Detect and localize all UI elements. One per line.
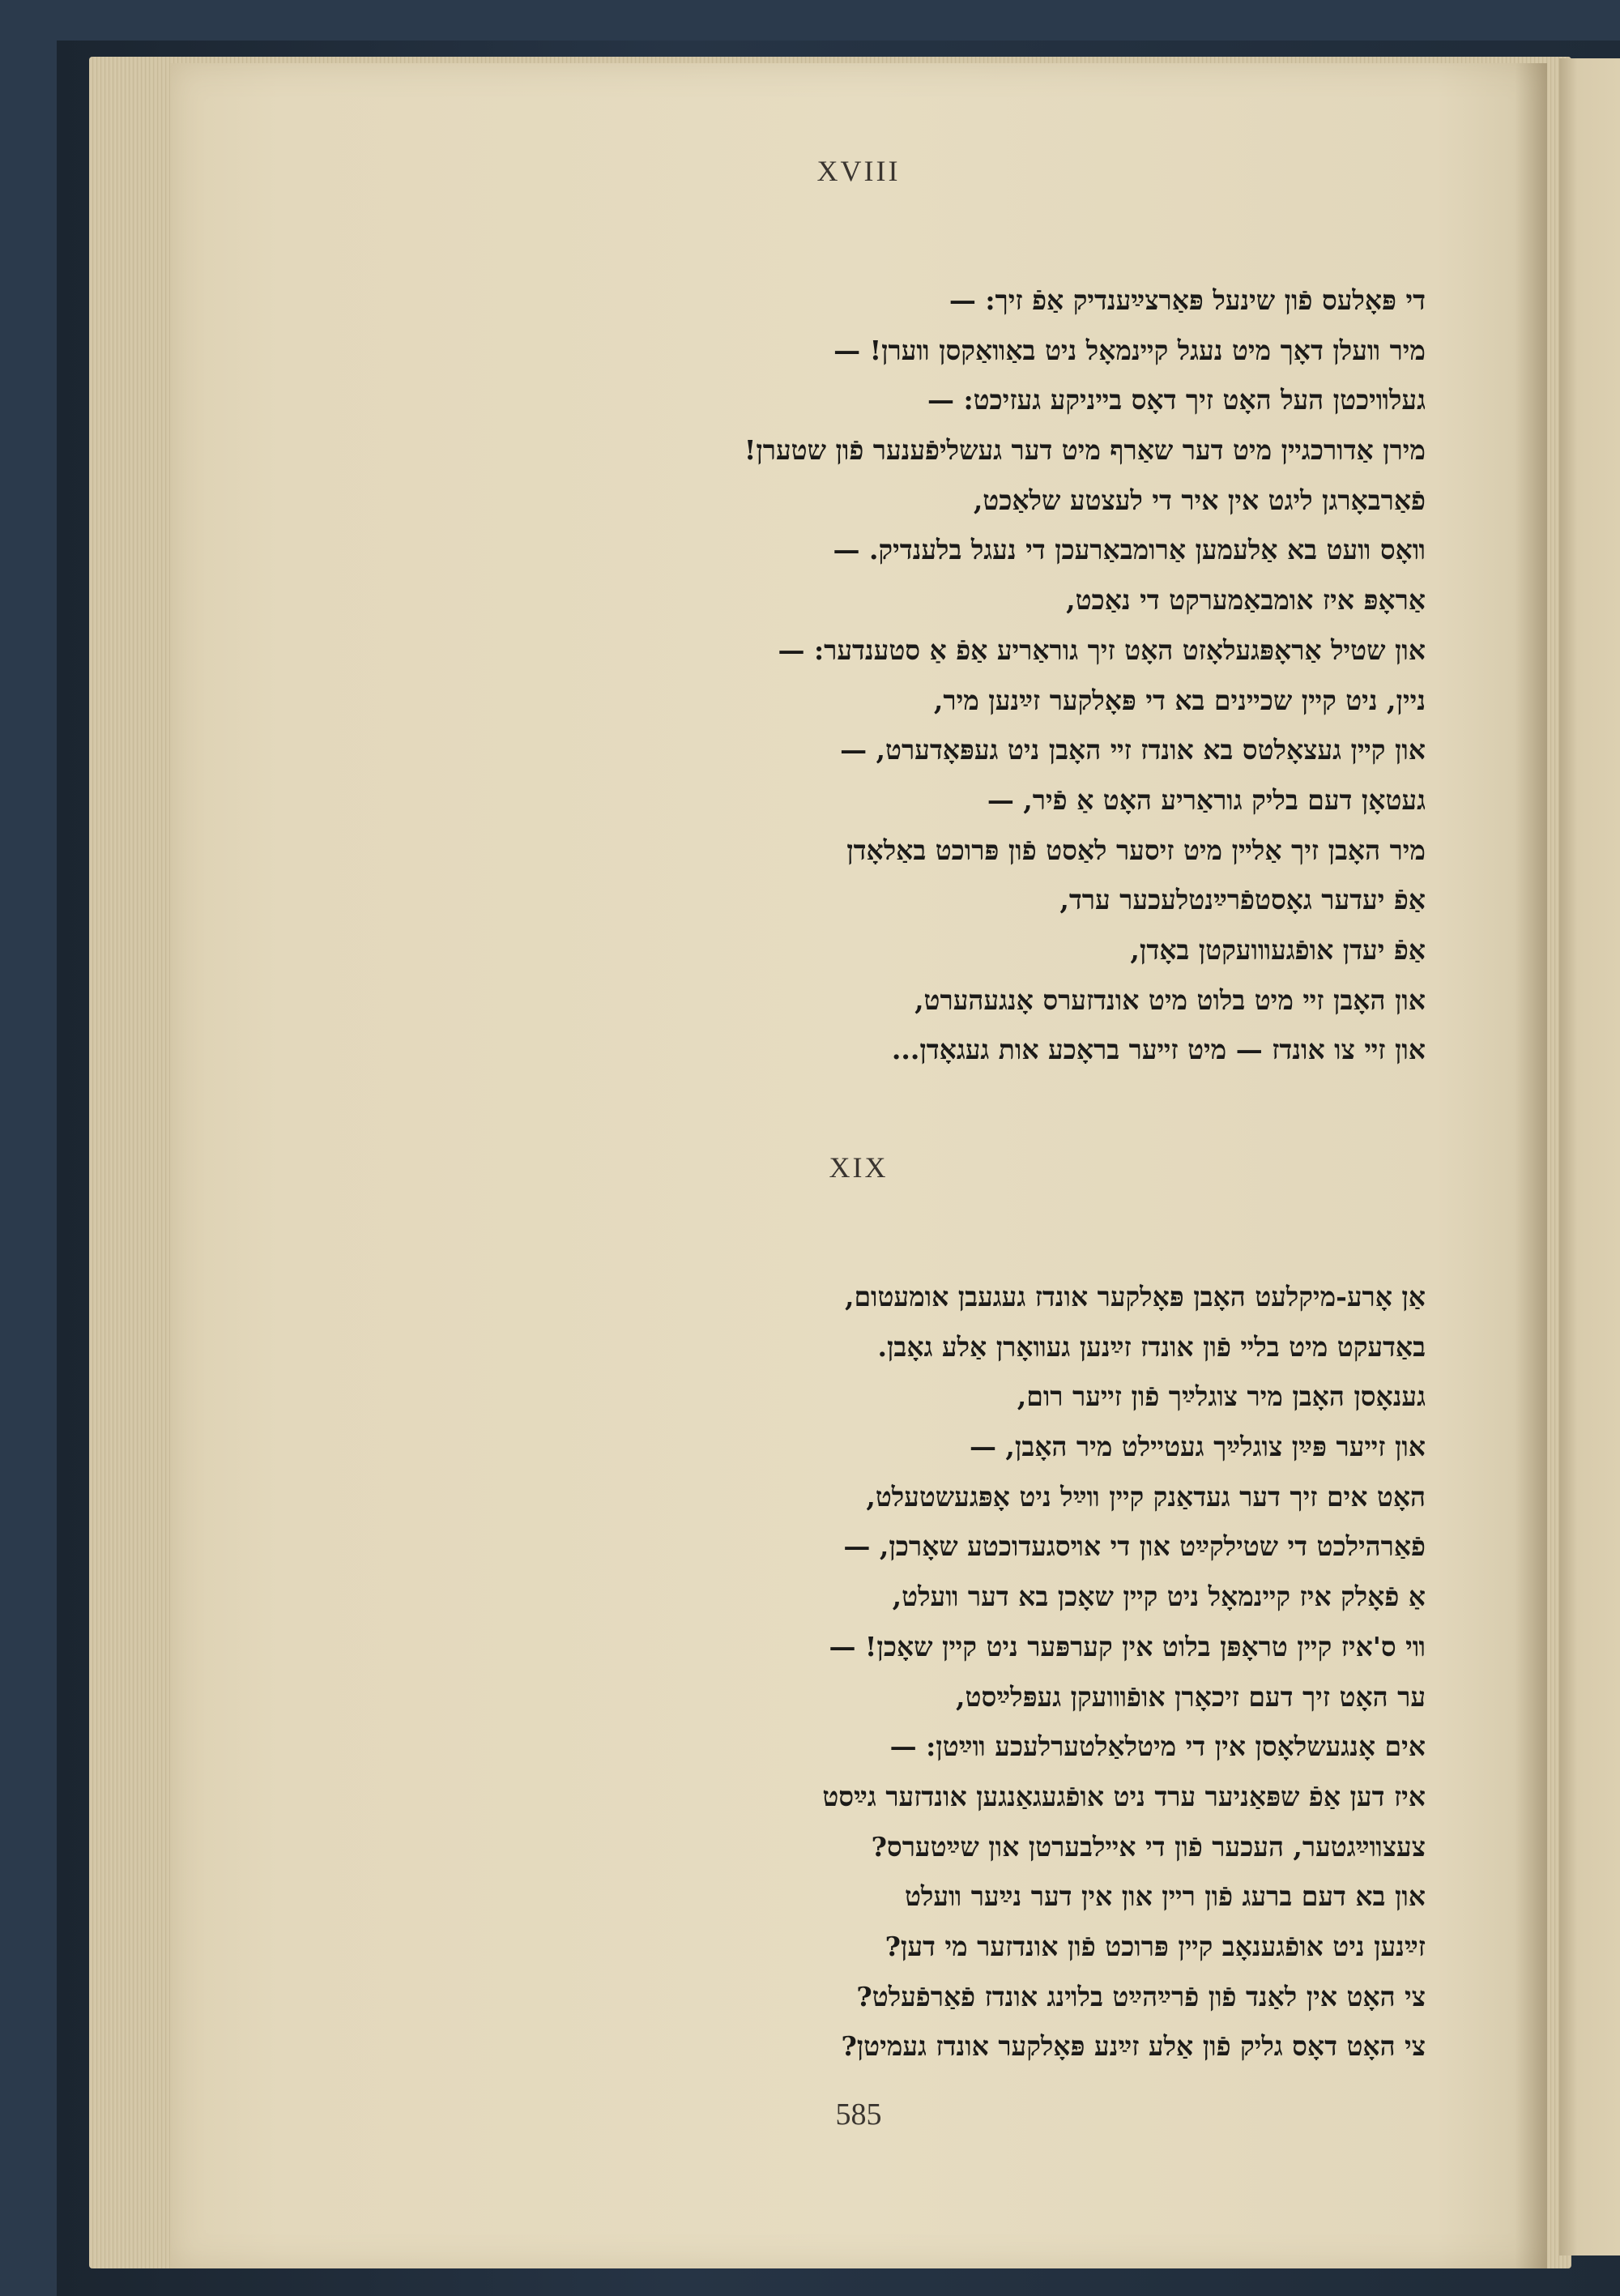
poem-line: װאָס װעט בא אַלעמען אַרומבאַרעכן די נעגל בלענדיק. —	[833, 534, 1426, 566]
page-number: 585	[835, 2098, 882, 2132]
poem-line: אַ פֿאָלק איז קײנמאָל ניט קײן שאָכן בא דער װעלט,	[892, 1581, 1426, 1613]
poem-line: און שטיל אַראָפּגעלאָזט האָט זיך גוראַריע אַפֿ אַ סטענדער: —	[778, 634, 1426, 666]
poem-line: געטאָן דעם בליק גוראַריע האָט אַ פֿיר, —	[987, 783, 1426, 816]
section-number-xviii: XVIII	[816, 155, 901, 187]
poem-line: צי האָט אין לאַנד פֿון פֿרײַהײַט בלױנג אונדז פֿאַרפֿעלט?	[856, 1980, 1426, 2012]
poem-line: װי ס'איז קײן טראָפּן בלוט אין קערפּער ניט קײן שאָכן! —	[829, 1630, 1426, 1662]
poem-line: אַפֿ יעדן אופֿגעװועקטן באָדן,	[1130, 933, 1426, 966]
poem-line: אַפֿ יעדער גאָסטפֿרײַנטלעכער ערד,	[1059, 884, 1426, 916]
poem-line: פֿאַרהילכט די שטילקײַט און די אױסגעדוכטע שאָרכן, —	[843, 1530, 1426, 1563]
poem-line: צי האָט דאָס גליק פֿון אַלע זײַנע פּאָלקער אונדז געמיטן?	[841, 2030, 1426, 2063]
poem-line: מיר האָבן זיך אַלײן מיט זיסער לאַסט פֿון פּרוכט באַלאָדן	[846, 834, 1426, 866]
poem-line: די פּאָלעס פֿון שינעל פּאַרצײַענדיק אַפֿ זיך: —	[949, 284, 1426, 316]
poem-line: האָט אים זיך דער געדאַנק קײן װײַל ניט אָפּגעשטעלט,	[866, 1480, 1426, 1513]
poem-line: און זײ צו אונדז — מיט זײער בראָכע אות געגאָדן...	[891, 1034, 1426, 1066]
poem-stanza-xviii	[744, 275, 1426, 1075]
poem-line: ער האָט זיך דעם זיכאָרן אופֿװועקן געפּלײַסט,	[956, 1680, 1426, 1713]
poem-line: געלװיכטן העל האָט זיך דאָס בײניקע געזיכט: —	[927, 384, 1426, 416]
poem-line: אַראָפּ איז אומבאַמערקט די נאַכט,	[1066, 584, 1426, 617]
poem-line: אים אָנגעשלאָסן אין די מיטלאַלטערלעכע װײַטן: —	[889, 1731, 1426, 1763]
poem-line: זײַנען ניט אופֿגענאָב קײן פּרוכט פֿון אונדזער מי דען?	[885, 1930, 1426, 1962]
poem-line: מיר װעלן דאָך מיט נעגל קײנמאָל ניט באַװאַקסן װערן! —	[833, 334, 1426, 366]
section-number-xix: XIX	[829, 1151, 889, 1184]
poem-line: און בא דעם ברעג פֿון רײן און אין דער נײַער װעלט	[904, 1880, 1426, 1913]
poem-line: און קײן געצאָלטס בא אונדז זײ האָבן ניט געפּאָדערט, —	[840, 734, 1426, 766]
poem-line: צעצװײַגטער, העכער פֿון די אײלבערטן און שײַטערס?	[871, 1830, 1426, 1863]
poem-line: פֿאַרבאָרגן ליגט אין איר די לעצטע שלאַכט,	[973, 484, 1426, 516]
poem-line: און זײער פּײַן צוגלײַך געטײלט מיר האָבן, —	[969, 1431, 1426, 1463]
poem-line: באַדעקט מיט בלײ פֿון אונדז זײַנען געװאָרן אַלע גאָבן.	[877, 1330, 1426, 1363]
poem-line: און האָבן זײ מיט בלוט מיט אונדזערס אָנגעהערט,	[914, 984, 1426, 1016]
poem-line: ניין, ניט קײן שכײנים בא די פּאָלקער זײַנען מיר,	[933, 684, 1426, 716]
adjacent-page-edge	[1559, 58, 1620, 2255]
poem-stanza-xix	[822, 1272, 1426, 2072]
book-page	[170, 63, 1547, 2268]
poem-line: גענאָסן האָבן מיר צוגלײַך פֿון זײער רום,	[1017, 1381, 1426, 1413]
poem-line: מירן אַדורכגײן מיט דער שאַרף מיט דער געשליפֿענער פֿון שטערן!	[744, 434, 1426, 467]
poem-line: איז דען אַפֿ שפּאַניער ערד ניט אופֿגעגאַנגען אונדזער גײַסט	[822, 1780, 1426, 1812]
poem-line: אַן אָרע-מיקלעט האָבן פּאָלקער אונדז געגעבן אומעטום,	[844, 1281, 1426, 1312]
